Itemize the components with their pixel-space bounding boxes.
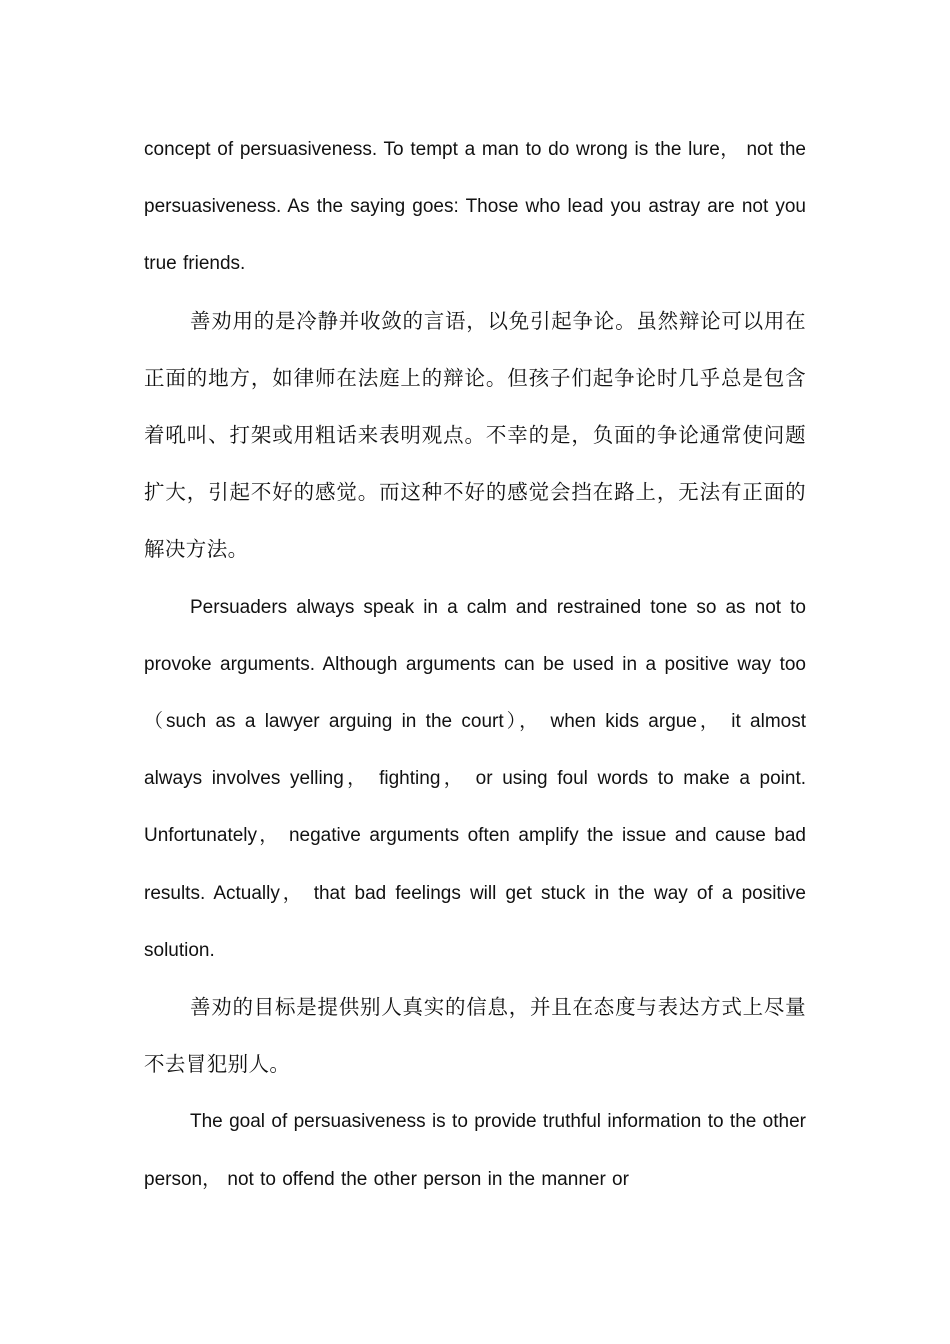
paragraph-chinese-arguments: 善劝用的是冷静并收敛的言语，以免引起争论。虽然辩论可以用在正面的地方，如律师在法庭上的辩论。但孩子们起争论时几乎总是包含着吼叫、打架或用粗话来表明观点。不幸的是，负面的争论通常使问题扩大，引起不好的感觉。而这种不好的感觉会挡在路上，无法有正面的解决方法。 xyxy=(144,308,806,562)
paragraph-english-goal: The goal of persuasiveness is to provide truthful information to the other person， not to offend the other person in the manner or xyxy=(144,1111,806,1190)
paragraph-chinese-goal: 善劝的目标是提供别人真实的信息，并且在态度与表达方式上尽量不去冒犯别人。 xyxy=(144,995,806,1077)
paragraph-english-arguments: Persuaders always speak in a calm and restrained tone so as not to provoke arguments. Although arguments can be used in a positive way too（such as a lawyer arguing in the court）， when kids argue， it almost always involves yelling， fighting， or using foul words to make a point. Unfortunately， negative arguments often amplify the issue and cause bad results. Actually， that bad feelings will get stuck in the way of a positive solution. xyxy=(144,596,806,961)
document-body xyxy=(144,121,806,1208)
paragraph-english-continuation: concept of persuasiveness. To tempt a man to do wrong is the lure， not the persuasiveness. As the saying goes: Those who lead you astray are not you true friends. xyxy=(144,139,806,275)
